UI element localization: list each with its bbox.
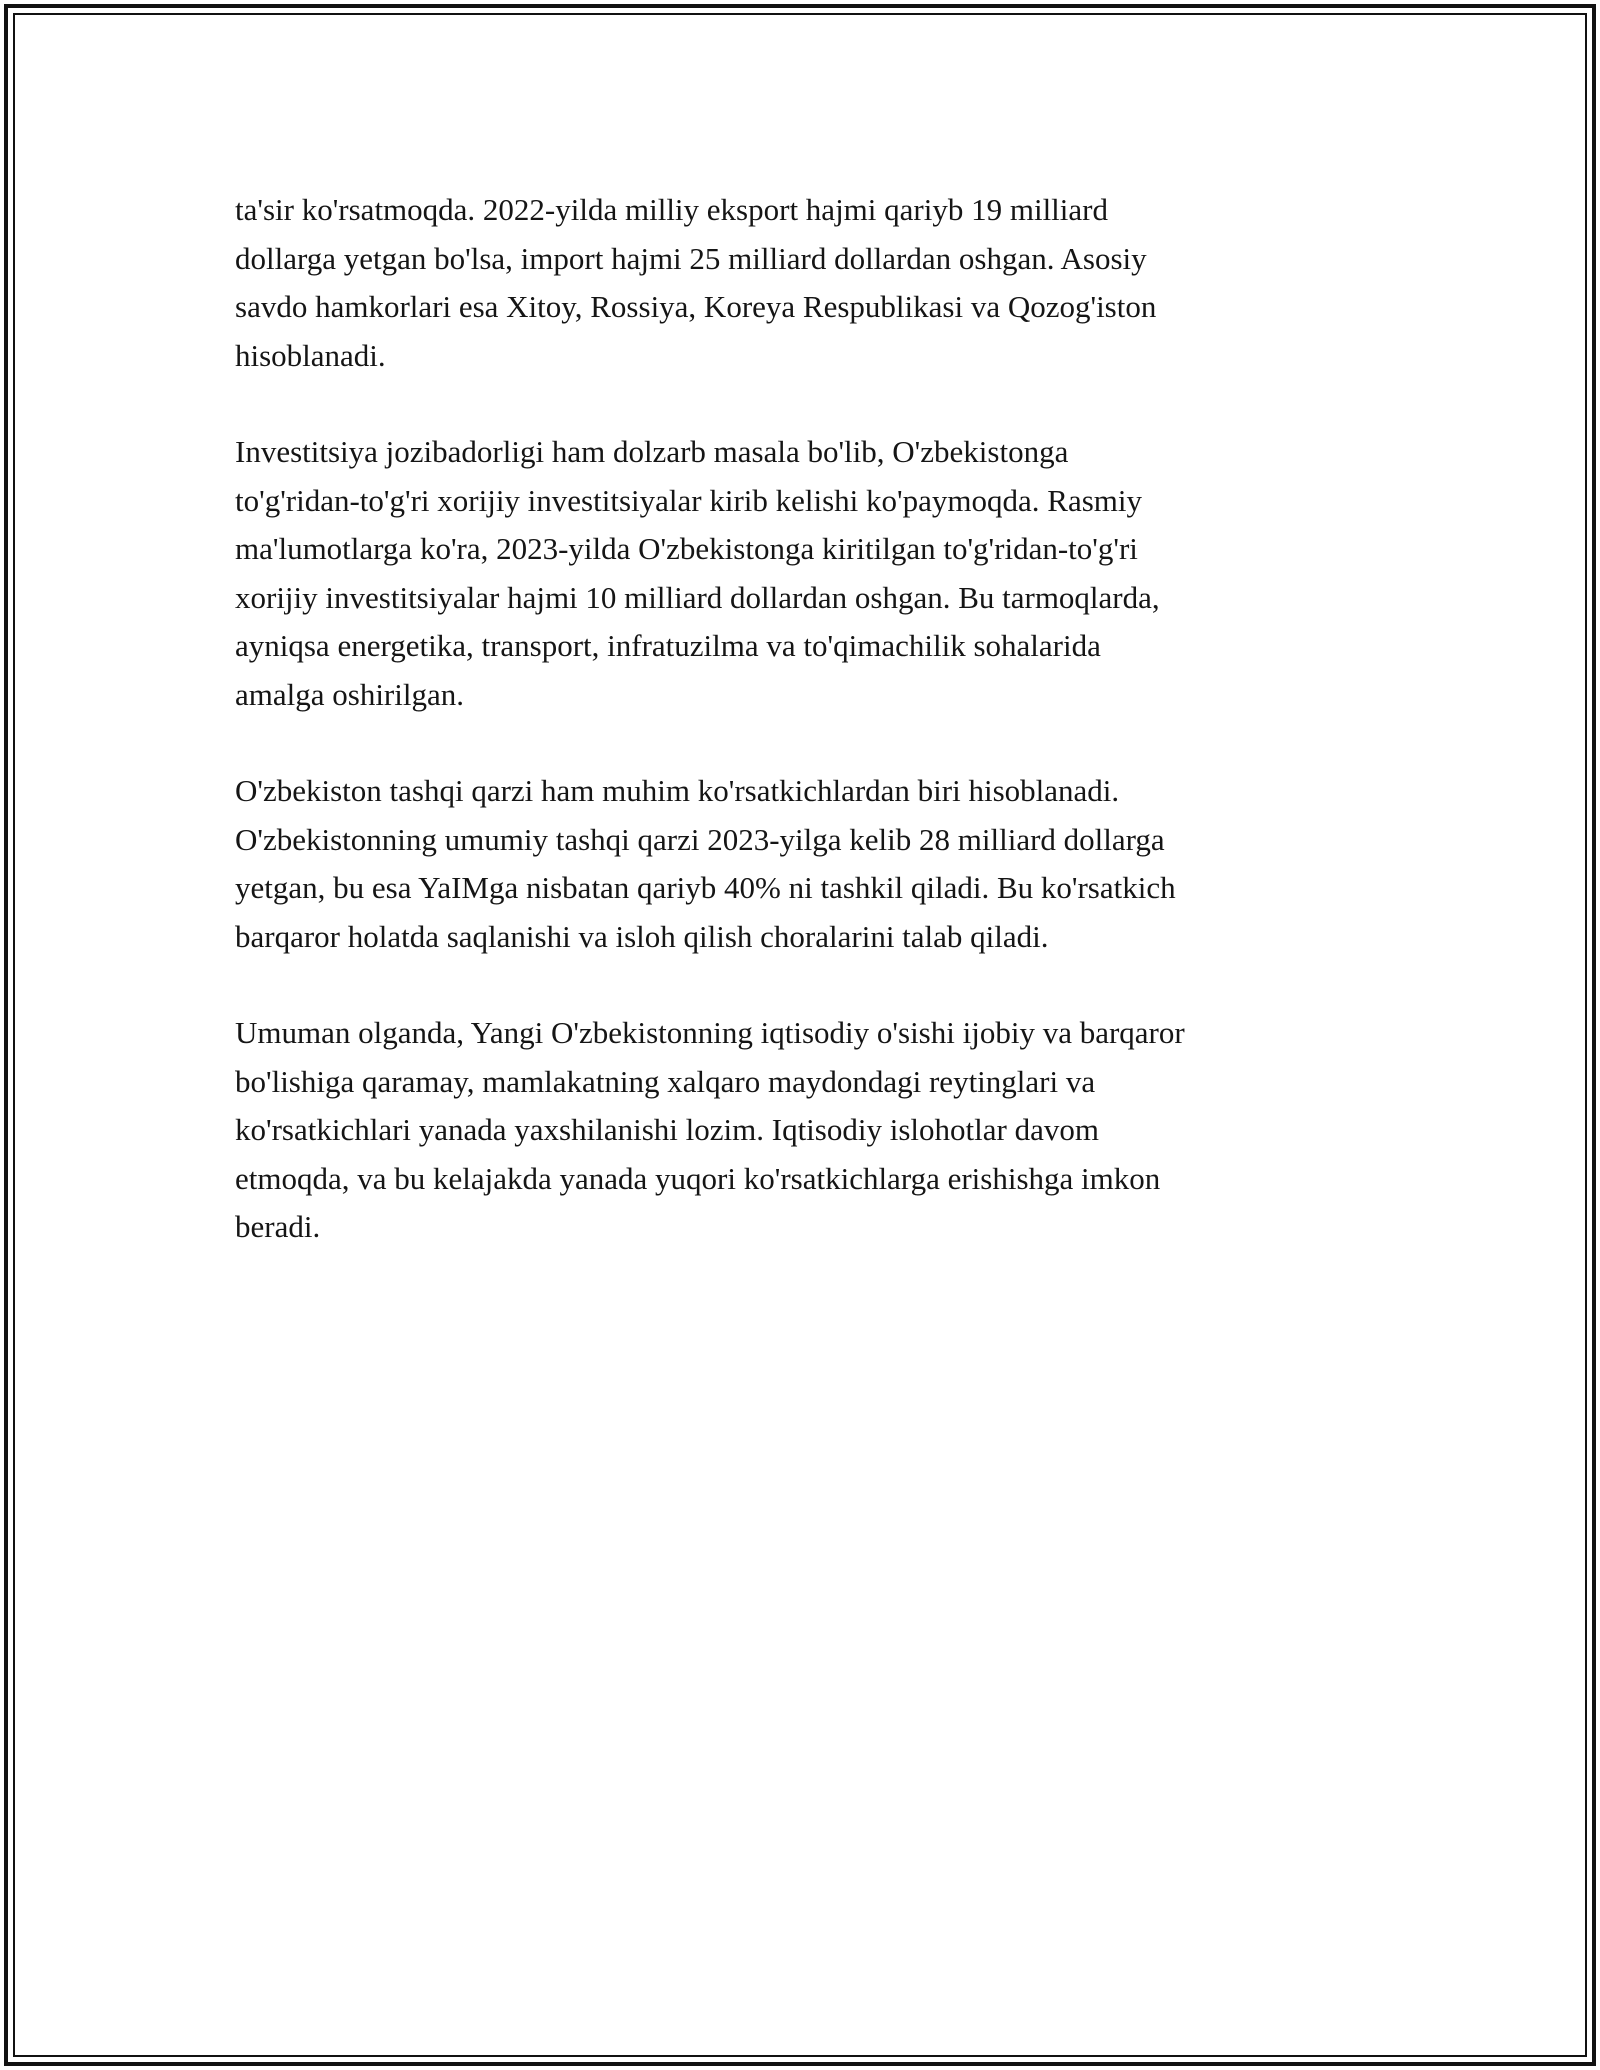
text-line: to'g'ridan-to'g'ri xorijiy investitsiyalar kirib kelishi ko'paymoqda. Rasmiy: [235, 482, 1142, 518]
text-line: O'zbekistonning umumiy tashqi qarzi 2023-yilga kelib 28 milliard dollarga: [235, 821, 1165, 857]
text-line: ma'lumotlarga ko'ra, 2023-yilda O'zbekistonga kiritilgan to'g'ridan-to'g'ri: [235, 531, 1138, 566]
paragraph-external-debt: [235, 767, 1365, 961]
text-line: yetgan, bu esa YaIMga nisbatan qariyb 40% ni tashkil qiladi. Bu ko'rsatkich: [235, 870, 1176, 905]
text-line: dollarga yetgan bo'lsa, import hajmi 25 milliard dollardan oshgan. Asosiy: [235, 240, 1147, 276]
document-body: [235, 186, 1365, 1300]
text-line: savdo hamkorlari esa Xitoy, Rossiya, Koreya Respublikasi va Qozog'iston: [235, 289, 1157, 324]
text-line: amalga oshirilgan.: [235, 676, 464, 712]
text-line: bo'lishiga qaramay, mamlakatning xalqaro maydondagi reytinglari va: [235, 1063, 1096, 1099]
paragraph-trade: [235, 186, 1365, 380]
text-line: O'zbekiston tashqi qarzi ham muhim ko'rsatkichlardan biri hisoblanadi.: [235, 773, 1120, 808]
paragraph-investment: [235, 428, 1365, 719]
text-line: hisoblanadi.: [235, 337, 386, 373]
text-line: Umuman olganda, Yangi O'zbekistonning iqtisodiy o'sishi ijobiy va barqaror: [235, 1015, 1185, 1050]
text-line: Investitsiya jozibadorligi ham dolzarb masala bo'lib, O'zbekistonga: [235, 434, 1069, 469]
text-line: xorijiy investitsiyalar hajmi 10 milliard dollardan oshgan. Bu tarmoqlarda,: [235, 579, 1160, 615]
paragraph-conclusion: [235, 1009, 1365, 1252]
text-line: beradi.: [235, 1209, 321, 1244]
text-line: ko'rsatkichlari yanada yaxshilanishi lozim. Iqtisodiy islohotlar davom: [235, 1112, 1099, 1147]
text-line: ta'sir ko'rsatmoqda. 2022-yilda milliy eksport hajmi qariyb 19 milliard: [235, 192, 1108, 227]
text-line: etmoqda, va bu kelajakda yanada yuqori ko'rsatkichlarga erishishga imkon: [235, 1160, 1161, 1196]
text-line: barqaror holatda saqlanishi va isloh qilish choralarini talab qiladi.: [235, 918, 1049, 954]
text-line: ayniqsa energetika, transport, infratuzilma va to'qimachilik sohalarida: [235, 628, 1101, 663]
